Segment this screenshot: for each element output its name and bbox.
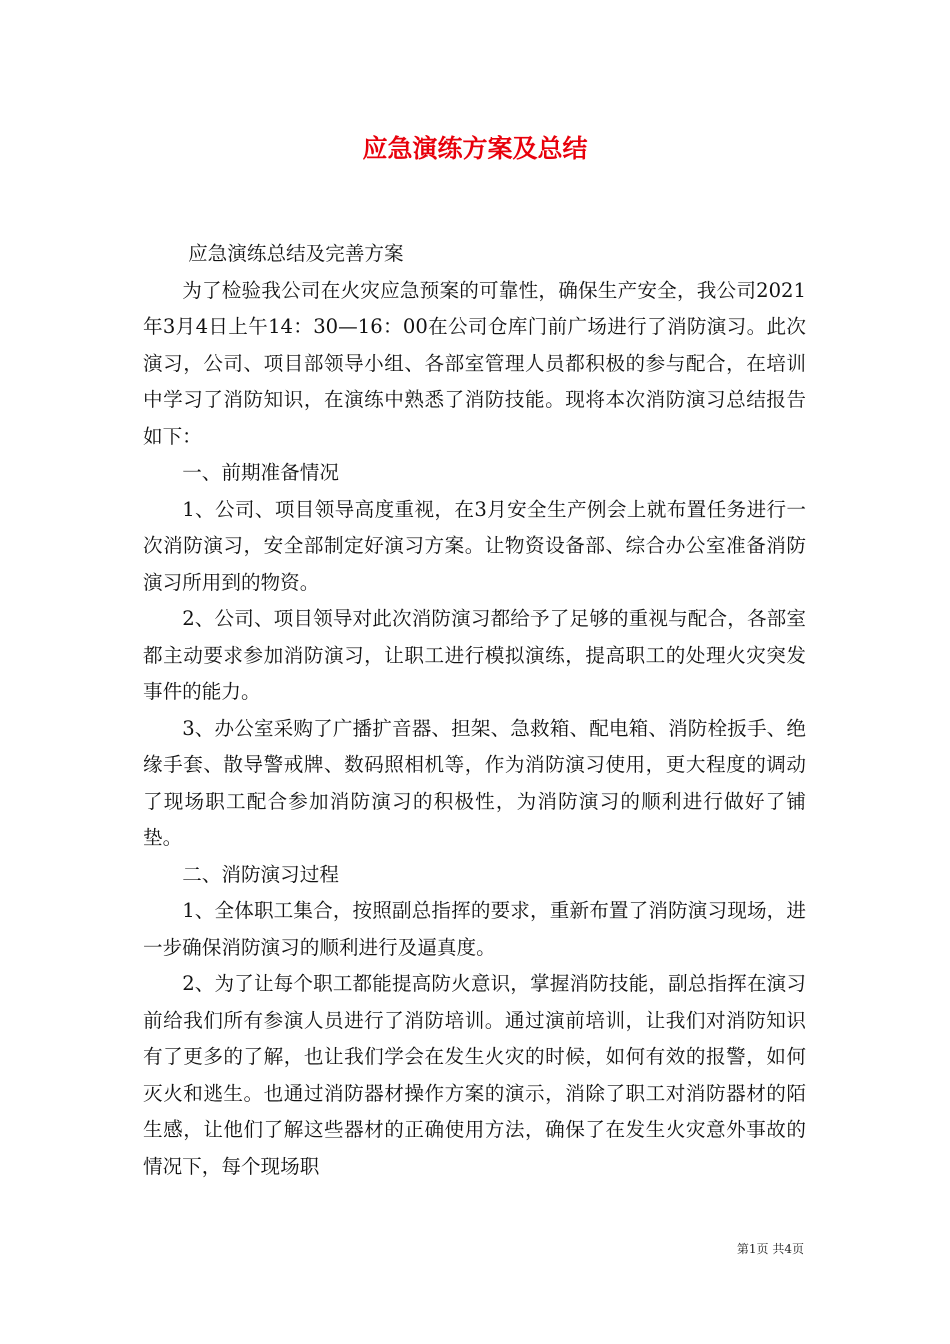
document-body bbox=[143, 236, 806, 1185]
paragraph-intro: 为了检验我公司在火灾应急预案的可靠性，确保生产安全，我公司2021年3月4日上午14：30—16：00在公司仓库门前广场进行了消防演习。此次演习，公司、项目部领导小组、各部室管理人员都积极的参与配合，在培训中学习了消防知识，在演练中熟悉了消防技能。现将本次消防演习总结报告如下： bbox=[143, 278, 806, 448]
section-heading-preparation: 一、前期准备情况 bbox=[182, 461, 339, 484]
section-heading-process: 二、消防演习过程 bbox=[182, 862, 339, 886]
paragraph-subtitle: 应急演练总结及完善方案 bbox=[188, 242, 404, 265]
paragraph-prep-1: 1、公司、项目领导高度重视，在3月安全生产例会上就布置任务进行一次消防演习，安全部制定好演习方案。让物资设备部、综合办公室准备消防演习所用到的物资。 bbox=[143, 497, 806, 594]
paragraph-process-2: 2、为了让每个职工都能提高防火意识，掌握消防技能，副总指挥在演习前给我们所有参演人员进行了消防培训。通过演前培训，让我们对消防知识有了更多的了解，也让我们学会在发生火灾的时候，如何有效的报警，如何灭火和逃生。也通过消防器材操作方案的演示，消除了职工对消防器材的陌生感，让他们了解这些器材的正确使用方法，确保了在发生火灾意外事故的情况下，每个现场职 bbox=[143, 972, 806, 1178]
page-number-footer: 第1页 共4页 bbox=[736, 1242, 804, 1256]
document-title: 应急演练方案及总结 bbox=[362, 134, 588, 163]
paragraph-prep-2: 2、公司、项目领导对此次消防演习都给予了足够的重视与配合，各部室都主动要求参加消防演习，让职工进行模拟演练，提高职工的处理火灾突发事件的能力。 bbox=[143, 607, 806, 703]
paragraph-prep-3: 3、办公室采购了广播扩音器、担架、急救箱、配电箱、消防栓扳手、绝缘手套、散导警戒牌、数码照相机等，作为消防演习使用，更大程度的调动了现场职工配合参加消防演习的积极性，为消防演习的顺利进行做好了铺垫。 bbox=[143, 716, 806, 849]
paragraph-process-1: 1、全体职工集合，按照副总指挥的要求，重新布置了消防演习现场，进一步确保消防演习的顺利进行及逼真度。 bbox=[143, 899, 806, 959]
